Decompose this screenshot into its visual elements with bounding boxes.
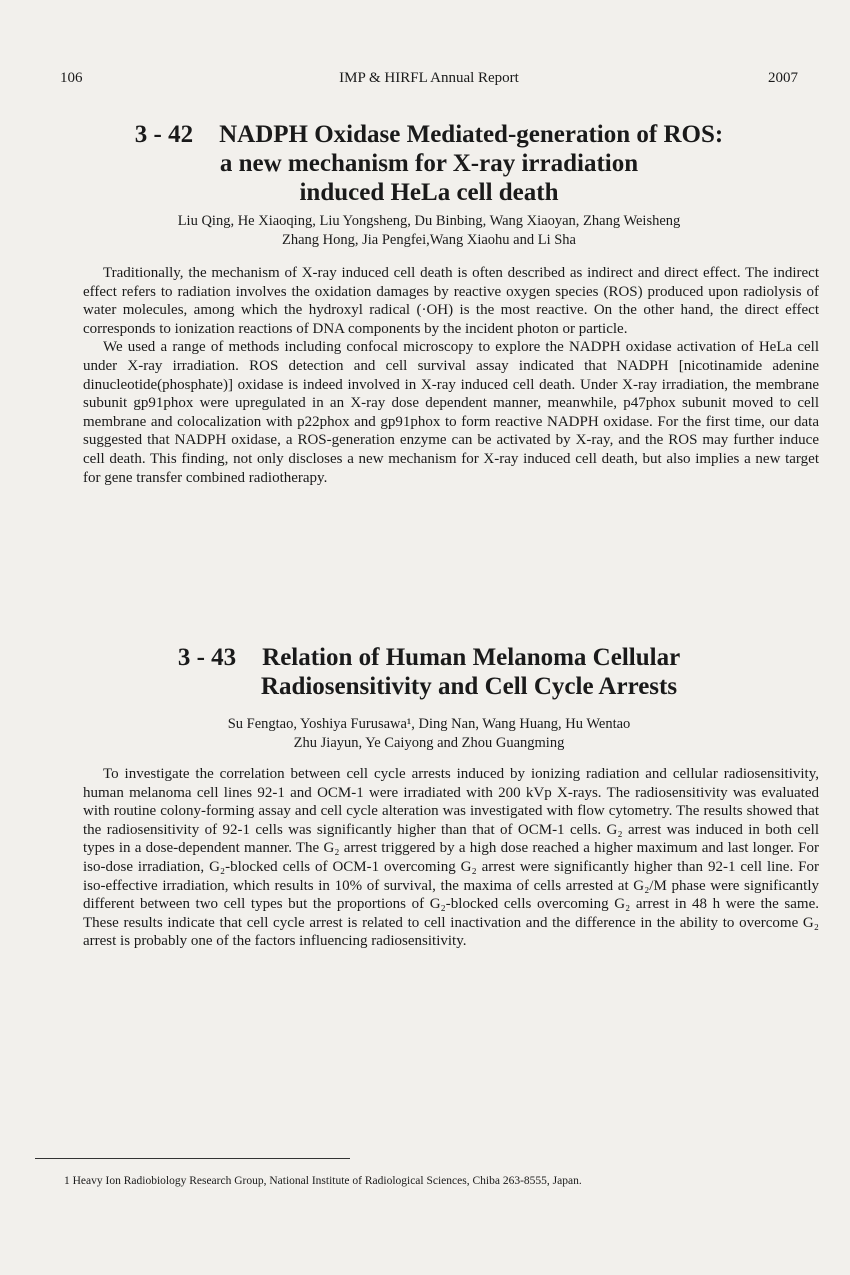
- author-line: Zhu Jiayun, Ye Caiyong and Zhou Guangming: [293, 735, 565, 751]
- paragraph: To investigate the correlation between cell cycle arrests induced by ionizing radiation and cellular radiosensitivity, human melanoma cell lines 92-1 and OCM-1 were irradiated with 200 kVp X-rays. The radiosensitivity was evaluated with routine colony-forming assay and cell cycle alteration was investigated with flow cytometry. The results showed that the radiosensitivity of 92-1 cells was significantly higher than that of OCM-1 cells. G₂ arrest was induced in both cell types in a dose-dependent manner. The G₂ arrest triggered by a high dose reached a higher maximum and last longer. For iso-dose irradiation, G₂-blocked cells of OCM-1 overcoming G₂ arrest were significantly higher than 92-1 cell line. For iso-effective irradiation, which results in 10% of survival, the maxima of cells arrested at G₂/M phase were significantly different between two cell types but the proportions of G₂-blocked cells overcoming G₂ arrest in 48 h were the same. These results indicate that cell cycle arrest is related to cell inactivation and the difference in the ability to overcome G₂ arrest is probably one of the factors influencing radiosensitivity.: [83, 766, 819, 950]
- footnote-rule: [35, 1158, 350, 1159]
- article2-authors: [60, 715, 798, 753]
- author-line: Zhang Hong, Jia Pengfei,Wang Xiaohu and Li Sha: [281, 232, 576, 248]
- footnote: 1 Heavy Ion Radiobiology Research Group, National Institute of Radiological Sciences, Chiba 263-8555, Japan.: [64, 1175, 582, 1187]
- article2-body: [83, 765, 819, 951]
- year: 2007: [768, 70, 798, 86]
- title-line: Radiosensitivity and Cell Cycle Arrests: [260, 673, 678, 700]
- title-line: Relation of Human Melanoma Cellular: [262, 644, 681, 671]
- author-line: Su Fengtao, Yoshiya Furusawa¹, Ding Nan, Wang Huang, Hu Wentao: [227, 716, 631, 732]
- article1-authors: [60, 212, 798, 250]
- article2-title: [60, 643, 798, 701]
- running-header: [60, 70, 798, 92]
- article1-body: [83, 264, 819, 487]
- article1-number: 3 - 42: [134, 121, 194, 148]
- article2-number: 3 - 43: [177, 644, 237, 671]
- paragraph: We used a range of methods including confocal microscopy to explore the NADPH oxidase activation of HeLa cell under X-ray irradiation. ROS detection and cell survival assay indicated that NADPH [nicotinamide adenine dinucleotide(phosphate)] oxidase is indeed involved in X-ray induced cell death. Under X-ray irradiation, the membrane subunit gp91phox were upregulated in an X-ray dose dependent manner, meanwhile, p47phox subunit moved to cell membrane and colocalization with p22phox and gp91phox to form reactive NADPH oxidase. For the first time, our data suggested that NADPH oxidase, a ROS-generation enzyme can be activated by X-ray, and the ROS may further induce cell death. This finding, not only discloses a new mechanism for X-ray induced cell death, but also implies a new target for gene transfer combined radiotherapy.: [83, 339, 819, 486]
- author-line: Liu Qing, He Xiaoqing, Liu Yongsheng, Du Binbing, Wang Xiaoyan, Zhang Weisheng: [177, 213, 681, 229]
- page-number: 106: [60, 70, 83, 86]
- journal-title: IMP & HIRFL Annual Report: [339, 70, 519, 86]
- title-line: a new mechanism for X-ray irradiation: [219, 150, 639, 177]
- title-line: NADPH Oxidase Mediated-generation of ROS:: [219, 121, 724, 148]
- title-line: induced HeLa cell death: [299, 179, 559, 206]
- paragraph: Traditionally, the mechanism of X-ray induced cell death is often described as indirect and direct effect. The indirect effect refers to radiation involves the oxidation damages by reactive oxygen species (ROS) produced upon radiolysis of water molecules, among which the hydroxyl radical (·OH) is the most reactive. On the other hand, the direct effect corresponds to ionization reactions of DNA components by the incident photon or particle.: [83, 265, 819, 337]
- article1-title: [60, 120, 798, 207]
